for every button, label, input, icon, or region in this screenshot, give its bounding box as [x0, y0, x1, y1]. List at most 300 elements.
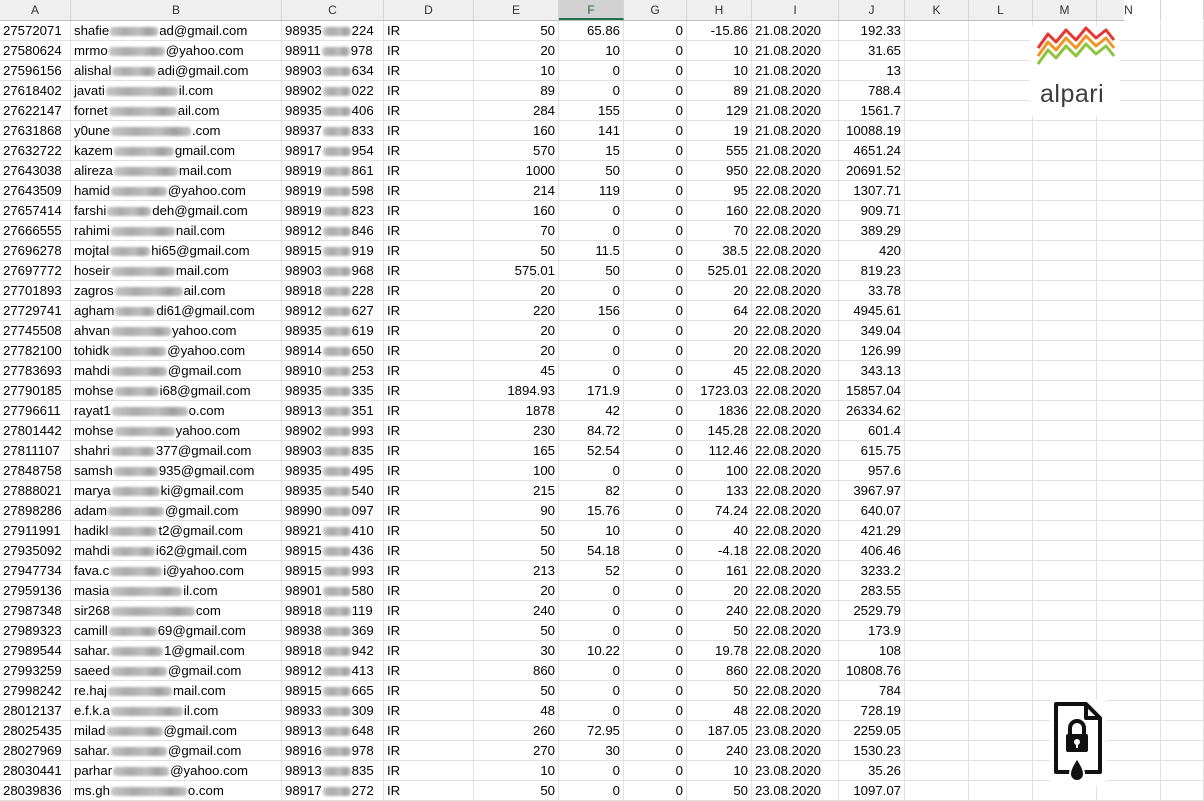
cell-e[interactable]: 30 [474, 641, 559, 661]
cell-j[interactable]: 420 [839, 241, 905, 261]
cell-empty-k[interactable] [905, 61, 969, 81]
cell-empty-l[interactable] [969, 641, 1033, 661]
cell-empty-n[interactable] [1097, 241, 1161, 261]
cell-g[interactable]: 0 [624, 261, 687, 281]
cell-j[interactable]: 728.19 [839, 701, 905, 721]
cell-f[interactable]: 0 [559, 681, 624, 701]
cell-empty-m[interactable] [1033, 661, 1097, 681]
cell-h[interactable]: 48 [687, 701, 752, 721]
cell-empty-l[interactable] [969, 541, 1033, 561]
cell-date[interactable]: 21.08.2020 [752, 141, 839, 161]
cell-e[interactable]: 50 [474, 21, 559, 41]
cell-date[interactable]: 22.08.2020 [752, 561, 839, 581]
cell-empty-n[interactable] [1097, 701, 1161, 721]
cell-account-id[interactable]: 27796611 [0, 401, 71, 421]
cell-empty-m[interactable] [1033, 381, 1097, 401]
cell-phone[interactable] [282, 161, 384, 181]
cell-empty-k[interactable] [905, 501, 969, 521]
cell-account-id[interactable]: 27572071 [0, 21, 71, 41]
cell-g[interactable]: 0 [624, 281, 687, 301]
cell-empty-extra[interactable] [1161, 561, 1204, 581]
cell-f[interactable]: 0 [559, 781, 624, 801]
cell-h[interactable]: 145.28 [687, 421, 752, 441]
cell-f[interactable]: 0 [559, 761, 624, 781]
cell-empty-extra[interactable] [1161, 41, 1204, 61]
cell-empty-l[interactable] [969, 441, 1033, 461]
cell-h[interactable]: 45 [687, 361, 752, 381]
cell-country[interactable]: IR [384, 541, 474, 561]
cell-empty-l[interactable] [969, 201, 1033, 221]
cell-email[interactable] [71, 541, 282, 561]
cell-f[interactable]: 155 [559, 101, 624, 121]
cell-e[interactable]: 50 [474, 681, 559, 701]
cell-empty-k[interactable] [905, 321, 969, 341]
cell-j[interactable]: 343.13 [839, 361, 905, 381]
cell-date[interactable]: 22.08.2020 [752, 581, 839, 601]
cell-empty-extra[interactable] [1161, 261, 1204, 281]
cell-account-id[interactable]: 27631868 [0, 121, 71, 141]
cell-phone[interactable] [282, 501, 384, 521]
cell-empty-extra[interactable] [1161, 441, 1204, 461]
cell-country[interactable]: IR [384, 741, 474, 761]
cell-g[interactable]: 0 [624, 421, 687, 441]
cell-empty-m[interactable] [1033, 321, 1097, 341]
cell-empty-extra[interactable] [1161, 321, 1204, 341]
cell-date[interactable]: 22.08.2020 [752, 401, 839, 421]
column-header-extra[interactable] [1161, 0, 1204, 20]
cell-g[interactable]: 0 [624, 201, 687, 221]
cell-empty-extra[interactable] [1161, 21, 1204, 41]
cell-date[interactable]: 22.08.2020 [752, 701, 839, 721]
cell-empty-k[interactable] [905, 541, 969, 561]
cell-f[interactable]: 11.5 [559, 241, 624, 261]
cell-empty-extra[interactable] [1161, 221, 1204, 241]
cell-country[interactable]: IR [384, 761, 474, 781]
cell-f[interactable]: 0 [559, 661, 624, 681]
cell-empty-extra[interactable] [1161, 341, 1204, 361]
cell-date[interactable]: 22.08.2020 [752, 521, 839, 541]
cell-email[interactable] [71, 601, 282, 621]
cell-empty-l[interactable] [969, 281, 1033, 301]
cell-phone[interactable] [282, 121, 384, 141]
cell-g[interactable]: 0 [624, 61, 687, 81]
cell-empty-k[interactable] [905, 81, 969, 101]
cell-empty-l[interactable] [969, 341, 1033, 361]
cell-country[interactable]: IR [384, 341, 474, 361]
column-header-a[interactable]: A [0, 0, 71, 20]
cell-empty-k[interactable] [905, 441, 969, 461]
cell-date[interactable]: 22.08.2020 [752, 341, 839, 361]
cell-phone[interactable] [282, 721, 384, 741]
cell-empty-k[interactable] [905, 641, 969, 661]
cell-email[interactable] [71, 261, 282, 281]
cell-f[interactable]: 0 [559, 81, 624, 101]
cell-h[interactable]: -15.86 [687, 21, 752, 41]
cell-empty-n[interactable] [1097, 221, 1161, 241]
cell-email[interactable] [71, 41, 282, 61]
cell-empty-l[interactable] [969, 181, 1033, 201]
cell-e[interactable]: 45 [474, 361, 559, 381]
cell-account-id[interactable]: 27697772 [0, 261, 71, 281]
cell-account-id[interactable]: 27989323 [0, 621, 71, 641]
cell-phone[interactable] [282, 241, 384, 261]
cell-j[interactable]: 421.29 [839, 521, 905, 541]
cell-h[interactable]: 950 [687, 161, 752, 181]
cell-account-id[interactable]: 27848758 [0, 461, 71, 481]
cell-f[interactable]: 54.18 [559, 541, 624, 561]
cell-empty-n[interactable] [1097, 181, 1161, 201]
cell-empty-k[interactable] [905, 781, 969, 801]
cell-empty-extra[interactable] [1161, 181, 1204, 201]
cell-account-id[interactable]: 27935092 [0, 541, 71, 561]
cell-h[interactable]: 19 [687, 121, 752, 141]
cell-country[interactable]: IR [384, 321, 474, 341]
column-header-c[interactable]: C [282, 0, 384, 20]
cell-email[interactable] [71, 481, 282, 501]
cell-e[interactable]: 860 [474, 661, 559, 681]
cell-empty-n[interactable] [1097, 461, 1161, 481]
cell-e[interactable]: 1878 [474, 401, 559, 421]
cell-account-id[interactable]: 27998242 [0, 681, 71, 701]
cell-empty-n[interactable] [1097, 601, 1161, 621]
cell-country[interactable]: IR [384, 121, 474, 141]
cell-f[interactable]: 52 [559, 561, 624, 581]
cell-phone[interactable] [282, 101, 384, 121]
cell-phone[interactable] [282, 81, 384, 101]
cell-j[interactable]: 389.29 [839, 221, 905, 241]
cell-country[interactable]: IR [384, 141, 474, 161]
cell-f[interactable]: 42 [559, 401, 624, 421]
cell-j[interactable]: 1561.7 [839, 101, 905, 121]
cell-j[interactable]: 1307.71 [839, 181, 905, 201]
cell-empty-extra[interactable] [1161, 581, 1204, 601]
cell-phone[interactable] [282, 341, 384, 361]
cell-g[interactable]: 0 [624, 661, 687, 681]
column-header-l[interactable]: L [969, 0, 1033, 20]
cell-empty-extra[interactable] [1161, 361, 1204, 381]
cell-empty-k[interactable] [905, 381, 969, 401]
cell-email[interactable] [71, 501, 282, 521]
cell-empty-n[interactable] [1097, 341, 1161, 361]
cell-date[interactable]: 21.08.2020 [752, 121, 839, 141]
cell-empty-extra[interactable] [1161, 421, 1204, 441]
cell-j[interactable]: 13 [839, 61, 905, 81]
cell-empty-l[interactable] [969, 321, 1033, 341]
cell-phone[interactable] [282, 381, 384, 401]
cell-empty-l[interactable] [969, 301, 1033, 321]
cell-email[interactable] [71, 401, 282, 421]
cell-e[interactable]: 160 [474, 201, 559, 221]
cell-empty-n[interactable] [1097, 541, 1161, 561]
cell-j[interactable]: 15857.04 [839, 381, 905, 401]
cell-empty-extra[interactable] [1161, 721, 1204, 741]
cell-empty-extra[interactable] [1161, 761, 1204, 781]
cell-empty-n[interactable] [1097, 121, 1161, 141]
cell-empty-l[interactable] [969, 61, 1033, 81]
cell-empty-n[interactable] [1097, 581, 1161, 601]
cell-empty-extra[interactable] [1161, 201, 1204, 221]
cell-g[interactable]: 0 [624, 441, 687, 461]
cell-phone[interactable] [282, 361, 384, 381]
cell-empty-m[interactable] [1033, 201, 1097, 221]
cell-empty-n[interactable] [1097, 301, 1161, 321]
cell-j[interactable]: 3233.2 [839, 561, 905, 581]
cell-empty-l[interactable] [969, 721, 1033, 741]
cell-phone[interactable] [282, 581, 384, 601]
cell-g[interactable]: 0 [624, 481, 687, 501]
cell-empty-m[interactable] [1033, 581, 1097, 601]
cell-e[interactable]: 70 [474, 221, 559, 241]
cell-empty-k[interactable] [905, 201, 969, 221]
cell-country[interactable]: IR [384, 41, 474, 61]
cell-empty-l[interactable] [969, 681, 1033, 701]
cell-empty-extra[interactable] [1161, 301, 1204, 321]
cell-j[interactable]: 406.46 [839, 541, 905, 561]
cell-f[interactable]: 10 [559, 41, 624, 61]
cell-empty-extra[interactable] [1161, 541, 1204, 561]
cell-empty-k[interactable] [905, 621, 969, 641]
cell-email[interactable] [71, 61, 282, 81]
cell-empty-extra[interactable] [1161, 641, 1204, 661]
cell-empty-k[interactable] [905, 121, 969, 141]
cell-empty-l[interactable] [969, 661, 1033, 681]
cell-empty-k[interactable] [905, 401, 969, 421]
cell-empty-m[interactable] [1033, 681, 1097, 701]
cell-date[interactable]: 23.08.2020 [752, 781, 839, 801]
cell-empty-k[interactable] [905, 661, 969, 681]
cell-date[interactable]: 22.08.2020 [752, 601, 839, 621]
cell-empty-n[interactable] [1097, 281, 1161, 301]
cell-phone[interactable] [282, 421, 384, 441]
cell-empty-l[interactable] [969, 701, 1033, 721]
cell-empty-extra[interactable] [1161, 481, 1204, 501]
cell-date[interactable]: 21.08.2020 [752, 21, 839, 41]
cell-country[interactable]: IR [384, 281, 474, 301]
cell-email[interactable] [71, 701, 282, 721]
cell-e[interactable]: 213 [474, 561, 559, 581]
cell-phone[interactable] [282, 461, 384, 481]
cell-g[interactable]: 0 [624, 121, 687, 141]
cell-j[interactable]: 192.33 [839, 21, 905, 41]
cell-empty-extra[interactable] [1161, 521, 1204, 541]
cell-e[interactable]: 20 [474, 321, 559, 341]
cell-country[interactable]: IR [384, 661, 474, 681]
cell-account-id[interactable]: 27701893 [0, 281, 71, 301]
cell-country[interactable]: IR [384, 161, 474, 181]
cell-phone[interactable] [282, 561, 384, 581]
cell-g[interactable]: 0 [624, 641, 687, 661]
cell-phone[interactable] [282, 141, 384, 161]
cell-empty-l[interactable] [969, 581, 1033, 601]
column-header-f[interactable]: F [559, 0, 624, 20]
cell-country[interactable]: IR [384, 21, 474, 41]
column-header-d[interactable]: D [384, 0, 474, 20]
cell-empty-n[interactable] [1097, 661, 1161, 681]
cell-empty-extra[interactable] [1161, 501, 1204, 521]
cell-email[interactable] [71, 181, 282, 201]
cell-j[interactable]: 601.4 [839, 421, 905, 441]
cell-empty-extra[interactable] [1161, 461, 1204, 481]
cell-f[interactable]: 0 [559, 201, 624, 221]
cell-empty-n[interactable] [1097, 481, 1161, 501]
cell-account-id[interactable]: 27987348 [0, 601, 71, 621]
cell-j[interactable]: 349.04 [839, 321, 905, 341]
cell-j[interactable]: 4945.61 [839, 301, 905, 321]
cell-country[interactable]: IR [384, 401, 474, 421]
cell-empty-extra[interactable] [1161, 241, 1204, 261]
cell-account-id[interactable]: 27632722 [0, 141, 71, 161]
cell-empty-m[interactable] [1033, 141, 1097, 161]
cell-g[interactable]: 0 [624, 401, 687, 421]
cell-h[interactable]: 112.46 [687, 441, 752, 461]
cell-date[interactable]: 22.08.2020 [752, 501, 839, 521]
cell-empty-m[interactable] [1033, 261, 1097, 281]
cell-f[interactable]: 10 [559, 521, 624, 541]
cell-phone[interactable] [282, 641, 384, 661]
cell-h[interactable]: 95 [687, 181, 752, 201]
cell-empty-m[interactable] [1033, 301, 1097, 321]
cell-empty-m[interactable] [1033, 161, 1097, 181]
cell-h[interactable]: 10 [687, 41, 752, 61]
cell-empty-extra[interactable] [1161, 621, 1204, 641]
cell-country[interactable]: IR [384, 681, 474, 701]
cell-g[interactable]: 0 [624, 321, 687, 341]
cell-date[interactable]: 22.08.2020 [752, 321, 839, 341]
cell-j[interactable]: 35.26 [839, 761, 905, 781]
cell-e[interactable]: 165 [474, 441, 559, 461]
cell-email[interactable] [71, 121, 282, 141]
cell-j[interactable]: 615.75 [839, 441, 905, 461]
cell-account-id[interactable]: 27959136 [0, 581, 71, 601]
cell-h[interactable]: 1836 [687, 401, 752, 421]
cell-email[interactable] [71, 521, 282, 541]
cell-email[interactable] [71, 161, 282, 181]
cell-empty-extra[interactable] [1161, 701, 1204, 721]
cell-account-id[interactable]: 27801442 [0, 421, 71, 441]
cell-f[interactable]: 82 [559, 481, 624, 501]
cell-empty-n[interactable] [1097, 201, 1161, 221]
cell-empty-m[interactable] [1033, 521, 1097, 541]
cell-email[interactable] [71, 381, 282, 401]
cell-email[interactable] [71, 721, 282, 741]
cell-g[interactable]: 0 [624, 161, 687, 181]
cell-f[interactable]: 72.95 [559, 721, 624, 741]
cell-empty-k[interactable] [905, 461, 969, 481]
cell-e[interactable]: 20 [474, 41, 559, 61]
cell-date[interactable]: 23.08.2020 [752, 761, 839, 781]
cell-empty-n[interactable] [1097, 141, 1161, 161]
cell-e[interactable]: 570 [474, 141, 559, 161]
cell-date[interactable]: 22.08.2020 [752, 681, 839, 701]
cell-g[interactable]: 0 [624, 701, 687, 721]
cell-empty-l[interactable] [969, 481, 1033, 501]
cell-g[interactable]: 0 [624, 621, 687, 641]
cell-phone[interactable] [282, 441, 384, 461]
cell-empty-k[interactable] [905, 601, 969, 621]
cell-account-id[interactable]: 27580624 [0, 41, 71, 61]
cell-g[interactable]: 0 [624, 361, 687, 381]
cell-date[interactable]: 22.08.2020 [752, 361, 839, 381]
cell-phone[interactable] [282, 701, 384, 721]
cell-g[interactable]: 0 [624, 521, 687, 541]
cell-empty-extra[interactable] [1161, 661, 1204, 681]
cell-g[interactable]: 0 [624, 141, 687, 161]
cell-j[interactable]: 10808.76 [839, 661, 905, 681]
cell-empty-m[interactable] [1033, 461, 1097, 481]
cell-empty-m[interactable] [1033, 541, 1097, 561]
cell-date[interactable]: 21.08.2020 [752, 101, 839, 121]
cell-f[interactable]: 10.22 [559, 641, 624, 661]
cell-email[interactable] [71, 201, 282, 221]
cell-f[interactable]: 0 [559, 61, 624, 81]
cell-email[interactable] [71, 301, 282, 321]
cell-h[interactable]: 129 [687, 101, 752, 121]
cell-country[interactable]: IR [384, 81, 474, 101]
cell-g[interactable]: 0 [624, 501, 687, 521]
cell-h[interactable]: 525.01 [687, 261, 752, 281]
cell-f[interactable]: 0 [559, 281, 624, 301]
cell-account-id[interactable]: 27729741 [0, 301, 71, 321]
cell-h[interactable]: 10 [687, 61, 752, 81]
cell-e[interactable]: 50 [474, 521, 559, 541]
cell-country[interactable]: IR [384, 361, 474, 381]
cell-empty-k[interactable] [905, 581, 969, 601]
cell-email[interactable] [71, 561, 282, 581]
cell-e[interactable]: 575.01 [474, 261, 559, 281]
cell-f[interactable]: 30 [559, 741, 624, 761]
cell-g[interactable]: 0 [624, 541, 687, 561]
cell-empty-m[interactable] [1033, 481, 1097, 501]
cell-j[interactable]: 909.71 [839, 201, 905, 221]
cell-account-id[interactable]: 28027969 [0, 741, 71, 761]
cell-e[interactable]: 284 [474, 101, 559, 121]
cell-phone[interactable] [282, 481, 384, 501]
cell-e[interactable]: 10 [474, 61, 559, 81]
cell-empty-m[interactable] [1033, 561, 1097, 581]
cell-g[interactable]: 0 [624, 581, 687, 601]
cell-email[interactable] [71, 21, 282, 41]
cell-account-id[interactable]: 27596156 [0, 61, 71, 81]
cell-empty-m[interactable] [1033, 621, 1097, 641]
cell-j[interactable]: 819.23 [839, 261, 905, 281]
cell-country[interactable]: IR [384, 561, 474, 581]
cell-g[interactable]: 0 [624, 381, 687, 401]
cell-g[interactable]: 0 [624, 761, 687, 781]
cell-empty-k[interactable] [905, 341, 969, 361]
cell-empty-m[interactable] [1033, 501, 1097, 521]
cell-country[interactable]: IR [384, 101, 474, 121]
cell-empty-n[interactable] [1097, 161, 1161, 181]
cell-f[interactable]: 50 [559, 261, 624, 281]
cell-e[interactable]: 100 [474, 461, 559, 481]
cell-f[interactable]: 171.9 [559, 381, 624, 401]
cell-date[interactable]: 22.08.2020 [752, 421, 839, 441]
cell-empty-n[interactable] [1097, 621, 1161, 641]
cell-account-id[interactable]: 27745508 [0, 321, 71, 341]
cell-account-id[interactable]: 27643038 [0, 161, 71, 181]
cell-empty-k[interactable] [905, 141, 969, 161]
column-header-b[interactable]: B [71, 0, 282, 20]
cell-date[interactable]: 22.08.2020 [752, 161, 839, 181]
cell-phone[interactable] [282, 261, 384, 281]
cell-date[interactable]: 22.08.2020 [752, 181, 839, 201]
cell-g[interactable]: 0 [624, 601, 687, 621]
cell-f[interactable]: 15 [559, 141, 624, 161]
cell-date[interactable]: 23.08.2020 [752, 721, 839, 741]
cell-empty-l[interactable] [969, 601, 1033, 621]
cell-j[interactable]: 4651.24 [839, 141, 905, 161]
cell-empty-n[interactable] [1097, 721, 1161, 741]
